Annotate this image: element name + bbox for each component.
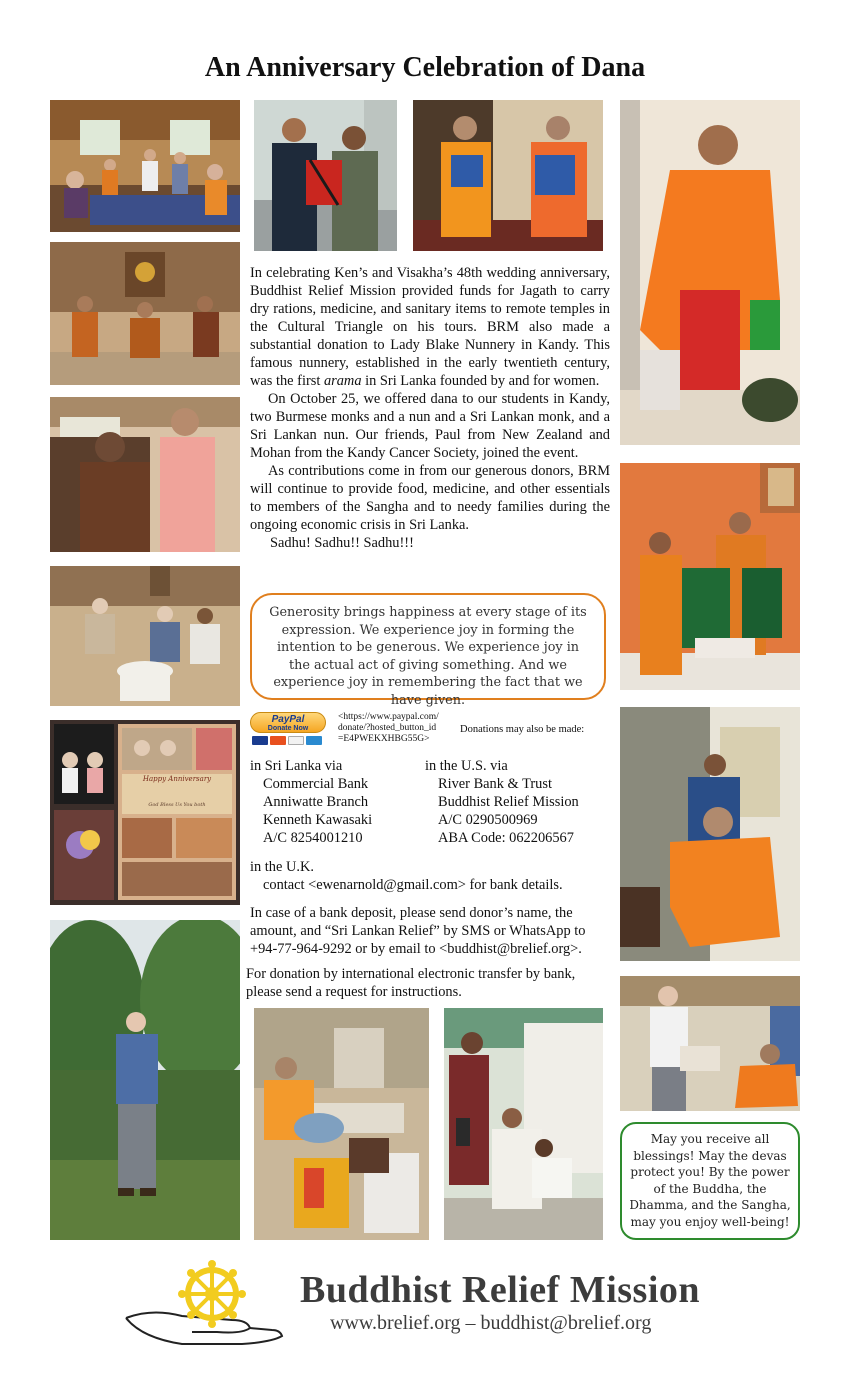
card-logos: [252, 736, 322, 745]
sri-lanka-heading: in Sri Lanka via: [250, 758, 343, 774]
sri-lanka-account-name: Kenneth Kawasaki: [263, 812, 373, 828]
us-account-name: Buddhist Relief Mission: [438, 794, 579, 810]
article-paragraph-3: As contributions come in from our generous donors, BRM will continue to provide food, medicine, and other essentials to members of the Sangha and to needy families during the ongoing economic crisis in Sri Lanka.: [250, 463, 610, 533]
anniversary-card-note: God Bless Us You both: [148, 802, 206, 808]
uk-contact[interactable]: contact <ewenarnold@gmail.com> for bank details.: [263, 877, 563, 893]
sri-lanka-branch: Anniwatte Branch: [263, 794, 369, 810]
photo-elderly-nun-with-woman: [620, 707, 800, 961]
amex-card-icon: [306, 736, 322, 745]
dharma-wheel-hand-logo: [122, 1258, 287, 1353]
deposit-note: In case of a bank deposit, please send donor’s name, the amount, and “Sri Lankan Relief” by SMS or WhatsApp to +94-77-964-9292 or by email to <buddhist@brelief.org>.: [250, 905, 586, 957]
mastercard-icon: [270, 736, 286, 745]
arama-term: arama: [323, 373, 362, 389]
page-title: An Anniversary Celebration of Dana: [204, 52, 646, 83]
anniversary-card-heading: Happy Anniversary: [142, 775, 212, 783]
photo-nuns-dining-hall: [50, 100, 240, 232]
uk-heading: in the U.K.: [250, 859, 314, 875]
blessing-box: May you receive all blessings! May the devas protect you! By the power of the Buddha, the Dhamma, and the Sangha, may you enjoy well-being!: [620, 1122, 800, 1240]
us-bank: River Bank & Trust: [438, 776, 552, 792]
paypal-donate-label: Donate Now: [267, 725, 309, 732]
photo-nun-at-table-with-gifts: [254, 1008, 429, 1240]
donations-also-label: Donations may also be made:: [460, 724, 585, 735]
paypal-pill[interactable]: [250, 712, 326, 733]
us-heading: in the U.S. via: [425, 758, 508, 774]
article-paragraph-2: On October 25, we offered dana to our students in Kandy, two Burmese monks and a nun and a Sri Lankan monk, and a Sri Lankan nun. Our friends, Paul from New Zealand and Mohan from the Kandy Cancer Society, joined the event.: [250, 391, 610, 461]
photo-man-with-elderly-nun: [620, 976, 800, 1111]
sri-lanka-bank-details: [250, 757, 372, 847]
photo-nuns-green-bags: [620, 463, 800, 690]
photo-nun-seated-with-bag: [620, 100, 800, 445]
photo-two-men-gift-bag: [254, 100, 397, 251]
visa-card-icon: [252, 736, 268, 745]
sri-lanka-bank: Commercial Bank: [263, 776, 369, 792]
photo-monk-and-nun-talking: [50, 397, 240, 552]
uk-bank-details: [250, 858, 563, 894]
photo-monks-shrine-room: [50, 242, 240, 385]
us-aba-code: ABA Code: 062206567: [438, 830, 574, 846]
sadhu-line: Sadhu! Sadhu!! Sadhu!!!: [270, 535, 414, 551]
paypal-donate-button[interactable]: [250, 712, 326, 746]
footer-org-name: Buddhist Relief Mission: [300, 1269, 701, 1311]
sri-lanka-account-number: A/C 8254001210: [263, 830, 363, 846]
paypal-logo: PayPal: [271, 714, 305, 725]
photo-two-nuns-with-bags: [413, 100, 603, 251]
footer-contact[interactable]: www.brelief.org – buddhist@brelief.org: [330, 1312, 652, 1334]
photo-anniversary-card-collage: [50, 720, 240, 905]
photo-guests-seated: [50, 566, 240, 706]
discover-card-icon: [288, 736, 304, 745]
paypal-url[interactable]: <https://www.paypal.com/ donate/?hosted_button_id =E4PWEKXHBG55G>: [338, 712, 439, 744]
photo-man-in-garden: [50, 920, 240, 1240]
article-paragraph-1: In celebrating Ken’s and Visakha’s 48th wedding anniversary, Buddhist Relief Mission provided funds for Jagath to carry dry rations, medicine, and sanitary items to remote temples in the Cultural Triangle on his tours. BRM also made a substantial donation to Lady Blake Nunnery in Kandy. This famous nunnery, established in the early twentieth century, was the first arama in Sri Lanka founded by and for women.: [250, 265, 610, 389]
us-bank-details: [425, 757, 579, 847]
photo-women-on-floor: [444, 1008, 603, 1240]
generosity-quote-box: Generosity brings happiness at every stage of its expression. We experience joy in forming the intention to be generous. We experience joy in the actual act of giving something. And we experience joy in remembering the fact that we have given.: [250, 593, 606, 700]
article-body: [250, 264, 610, 552]
us-account-number: A/C 0290500969: [438, 812, 538, 828]
transfer-note: For donation by international electronic transfer by bank, please send a request for instructions.: [246, 966, 576, 1000]
